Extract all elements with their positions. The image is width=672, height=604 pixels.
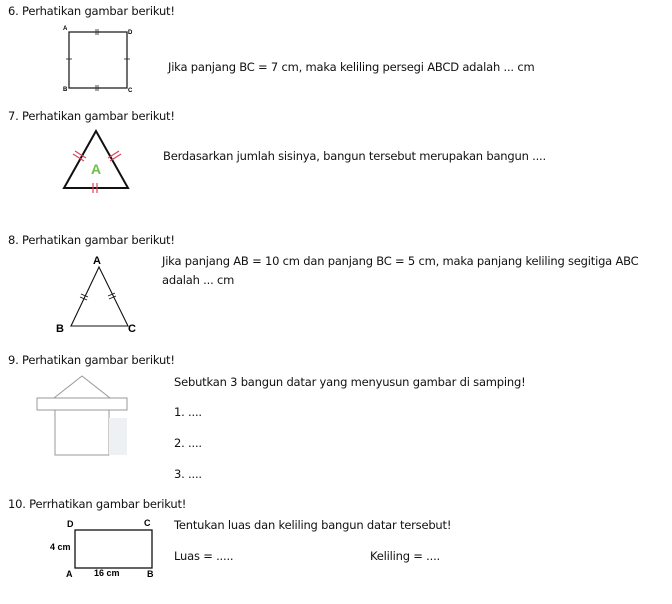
q9-question-text: Sebutkan 3 bangun datar yang menyusun gambar di samping! (174, 375, 526, 389)
q8-heading (8, 233, 175, 247)
q6-label-d: D (128, 30, 133, 36)
q10-luas: Luas = ..... (174, 549, 234, 563)
q6-heading (8, 4, 175, 18)
q7-heading (8, 109, 175, 123)
q9-house-figure (36, 374, 132, 460)
q7-triangle-figure (60, 126, 132, 192)
q10-width-label: 16 cm (94, 568, 120, 578)
q8-question-text-line2: adalah ... cm (162, 273, 235, 287)
q10-number: 10. (8, 497, 26, 511)
q10-question-text: Tentukan luas dan keliling bangun datar tersebut! (174, 518, 452, 532)
q9-prompt: Perhatikan gambar berikut! (22, 353, 175, 367)
q7-center-label: A (91, 161, 102, 177)
q8-prompt: Perhatikan gambar berikut! (22, 233, 175, 247)
q8-triangle-figure (52, 254, 142, 338)
q6-label-c: C (128, 88, 133, 94)
q7-number: 7. (8, 109, 19, 123)
q9-answer-1: 1. .... (174, 405, 202, 419)
q10-keliling: Keliling = .... (370, 549, 440, 563)
q8-number: 8. (8, 233, 19, 247)
q9-answer-3: 3. .... (174, 467, 202, 481)
q10-heading (8, 497, 186, 511)
q8-question-text-line1: Jika panjang AB = 10 cm dan panjang BC = 5 cm, maka panjang keliling segitiga ABC (162, 254, 639, 268)
q7-question-text: Berdasarkan jumlah sisinya, bangun tersebut merupakan bangun .... (163, 149, 546, 163)
q10-prompt: Perrhatikan gambar berikut! (29, 497, 187, 511)
q9-number: 9. (8, 353, 19, 367)
q7-prompt: Perhatikan gambar berikut! (22, 109, 175, 123)
q9-answer-2: 2. .... (174, 436, 202, 450)
q6-label-a: A (63, 26, 68, 32)
q10-label-c: C (144, 518, 151, 528)
q10-rectangle-figure (48, 514, 160, 580)
q6-label-b: B (63, 87, 68, 93)
q9-heading (8, 353, 175, 367)
q6-question-text: Jika panjang BC = 7 cm, maka keliling persegi ABCD adalah ... cm (168, 60, 535, 74)
q10-label-a: A (66, 569, 73, 579)
q6-number: 6. (8, 4, 19, 18)
q8-label-c: C (128, 323, 136, 335)
q10-label-d: D (67, 519, 74, 529)
q6-prompt: Perhatikan gambar berikut! (22, 4, 175, 18)
q10-label-b: B (147, 569, 154, 579)
q6-square-figure (60, 24, 140, 94)
q8-label-a: A (93, 255, 101, 267)
q8-label-b: B (56, 323, 64, 335)
q10-height-label: 4 cm (50, 542, 71, 552)
